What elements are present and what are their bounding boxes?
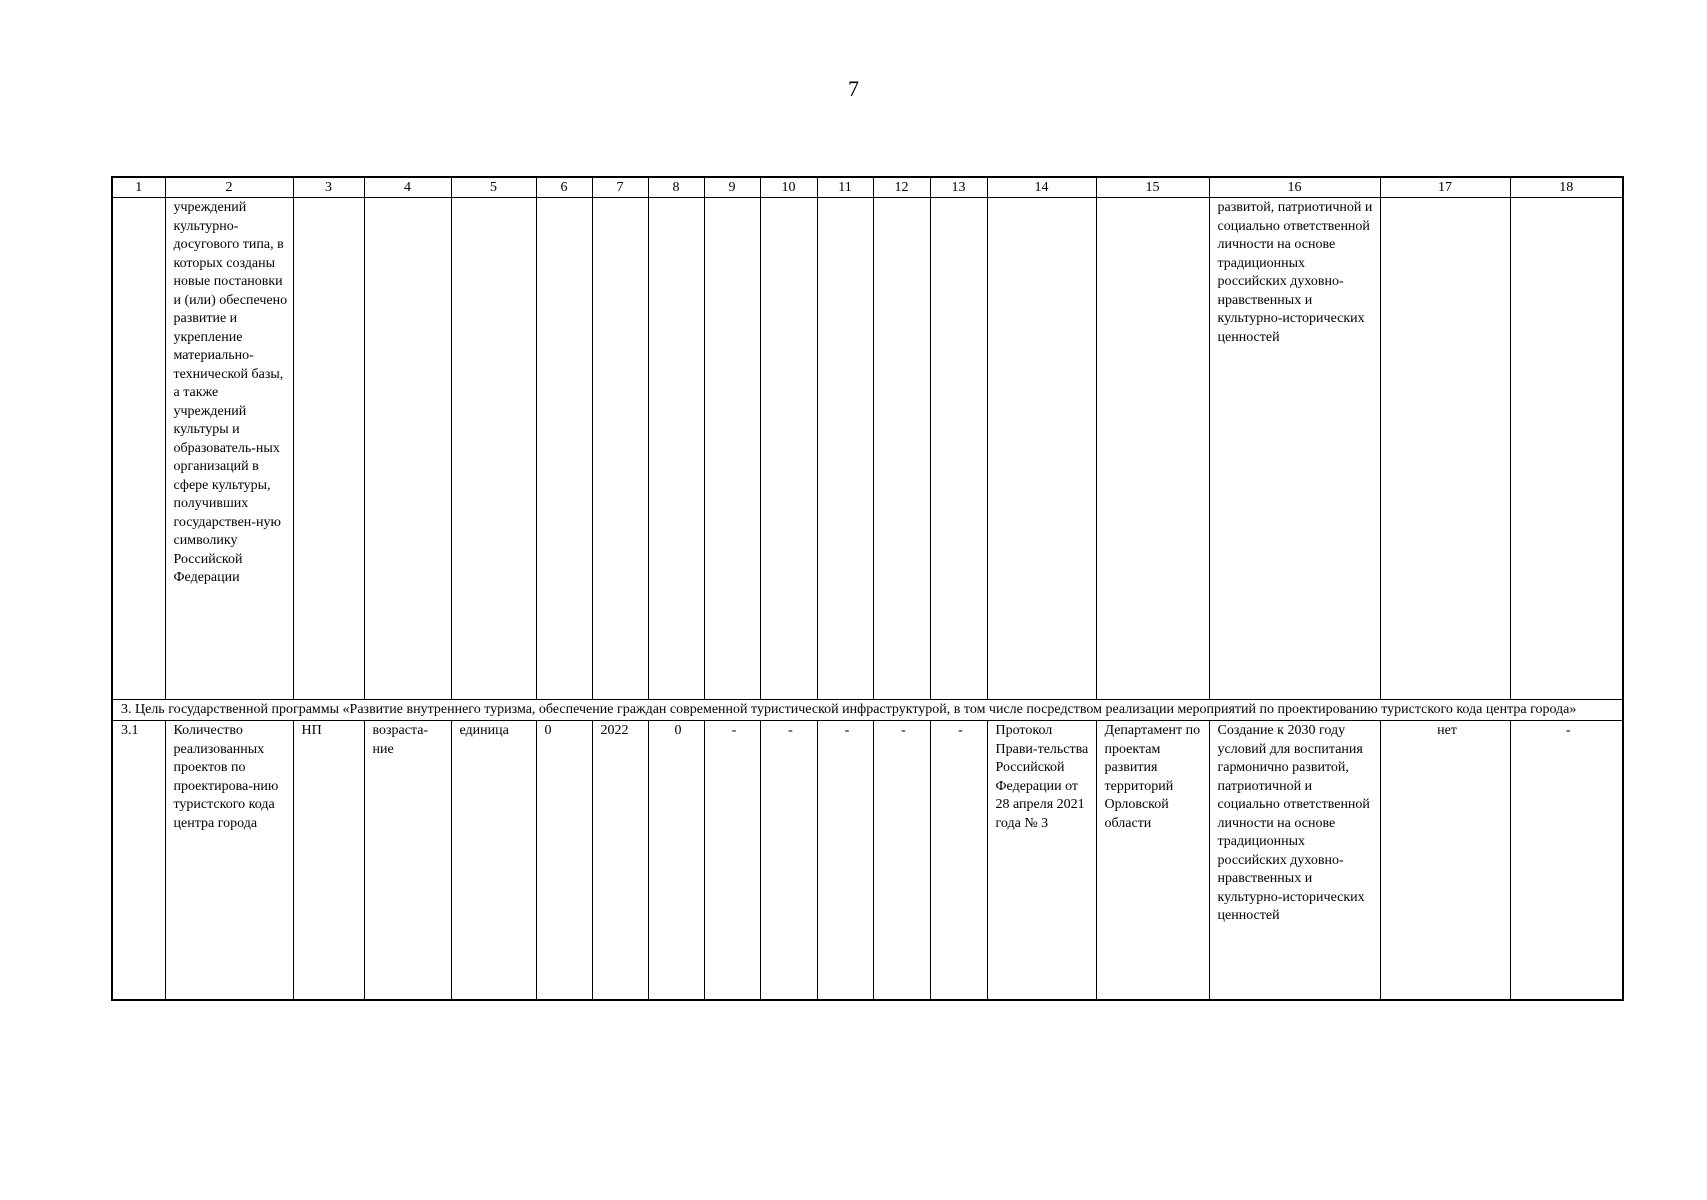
cont-indicator-name: учреждений культурно-досугового типа, в которых созданы новые постановки и (или) обеспечено развитие и укрепление материально-технической базы, а также учреждений культуры и образователь-ных организаций в сфере культуры, получивших государствен-ную символику Российской Федерации	[165, 198, 293, 700]
table-row	[112, 721, 1623, 1001]
header-cell-17: 17	[1380, 177, 1510, 198]
cont-cell-3	[293, 198, 364, 700]
indicator-trend: возраста-ние	[364, 721, 451, 1001]
header-cell-13: 13	[930, 177, 987, 198]
indicator-name: Количество реализованных проектов по проектирова-нию туристского кода центра города	[165, 721, 293, 1001]
indicators-table	[111, 176, 1624, 1001]
indicator-level: НП	[293, 721, 364, 1001]
unit-of-measure: единица	[451, 721, 536, 1001]
value-col-13: -	[930, 721, 987, 1001]
header-cell-18: 18	[1510, 177, 1623, 198]
base-value: 0	[536, 721, 592, 1001]
header-cell-2: 2	[165, 177, 293, 198]
header-cell-16: 16	[1209, 177, 1380, 198]
cont-cell-5	[451, 198, 536, 700]
responsible-authority: Департамент по проектам развития территорий Орловской области	[1096, 721, 1209, 1001]
value-col-8: 0	[648, 721, 704, 1001]
base-year: 2022	[592, 721, 648, 1001]
cont-cell-7	[592, 198, 648, 700]
goal-link: Создание к 2030 году условий для воспитания гармонично развитой, патриотичной и социально ответственной личности на основе традиционных российских духовно-нравственных и культурно-исторических ценностей	[1209, 721, 1380, 1001]
value-col-18: -	[1510, 721, 1623, 1001]
cont-cell-8	[648, 198, 704, 700]
header-cell-15: 15	[1096, 177, 1209, 198]
header-cell-5: 5	[451, 177, 536, 198]
continuation-row	[112, 198, 1623, 700]
header-cell-10: 10	[760, 177, 817, 198]
cont-cell-1	[112, 198, 165, 700]
cont-cell-18	[1510, 198, 1623, 700]
header-cell-6: 6	[536, 177, 592, 198]
header-cell-8: 8	[648, 177, 704, 198]
page-number: 7	[848, 76, 859, 101]
header-cell-9: 9	[704, 177, 760, 198]
header-cell-14: 14	[987, 177, 1096, 198]
value-col-12: -	[873, 721, 930, 1001]
header-cell-1: 1	[112, 177, 165, 198]
header-cell-3: 3	[293, 177, 364, 198]
header-cell-4: 4	[364, 177, 451, 198]
value-col-10: -	[760, 721, 817, 1001]
cont-cell-6	[536, 198, 592, 700]
section-heading: 3. Цель государственной программы «Развитие внутреннего туризма, обеспечение граждан современной туристической инфраструктурой, в том числе посредством реализации мероприятий по проектированию туристского кода центра города»	[112, 700, 1623, 721]
section-heading-row	[112, 700, 1623, 721]
value-col-17: нет	[1380, 721, 1510, 1001]
cont-cell-4	[364, 198, 451, 700]
cont-cell-10	[760, 198, 817, 700]
legal-document: Протокол Прави-тельства Российской Федерации от 28 апреля 2021 года № 3	[987, 721, 1096, 1001]
value-col-11: -	[817, 721, 873, 1001]
cont-goal-link: развитой, патриотичной и социально ответственной личности на основе традиционных российских духовно-нравственных и культурно-исторических ценностей	[1209, 198, 1380, 700]
cont-cell-12	[873, 198, 930, 700]
value-col-9: -	[704, 721, 760, 1001]
cont-cell-14	[987, 198, 1096, 700]
header-cell-12: 12	[873, 177, 930, 198]
header-cell-11: 11	[817, 177, 873, 198]
cont-cell-15	[1096, 198, 1209, 700]
cont-cell-9	[704, 198, 760, 700]
cont-cell-13	[930, 198, 987, 700]
row-number: 3.1	[112, 721, 165, 1001]
header-row	[112, 177, 1623, 198]
cont-cell-11	[817, 198, 873, 700]
header-cell-7: 7	[592, 177, 648, 198]
cont-cell-17	[1380, 198, 1510, 700]
